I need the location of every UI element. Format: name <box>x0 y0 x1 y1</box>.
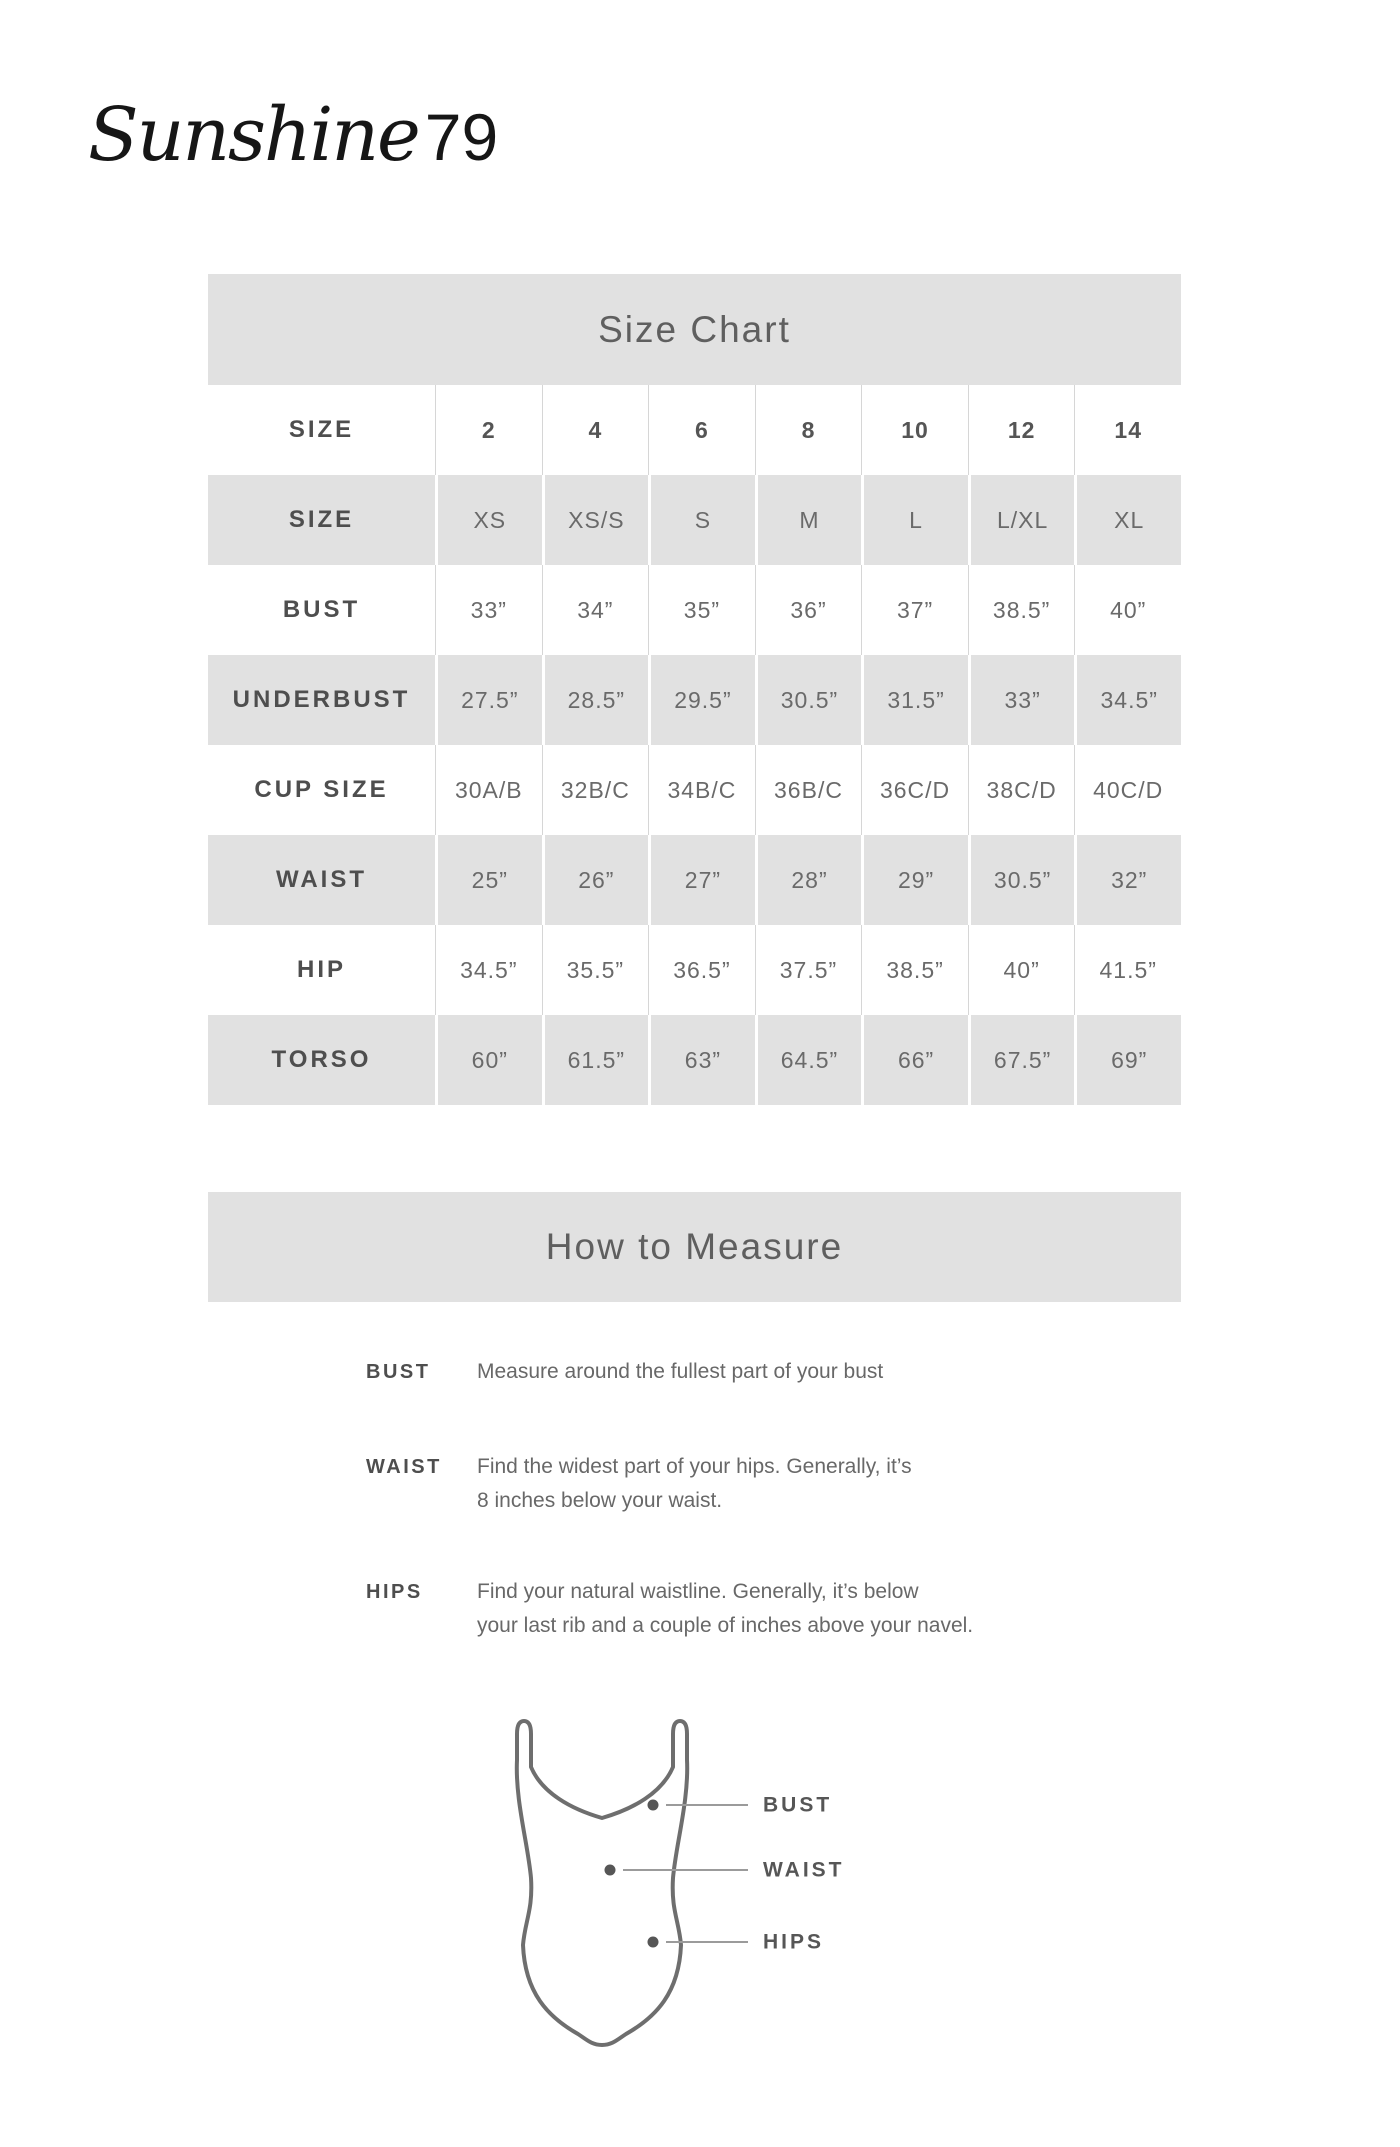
row-label: BUST <box>282 596 361 623</box>
size-value: 34” <box>542 565 649 655</box>
size-value: 29” <box>861 835 968 925</box>
how-to-measure-title: How to Measure <box>545 1226 844 1267</box>
size-value: 36C/D <box>861 745 968 835</box>
size-value: 12 <box>968 385 1075 475</box>
waist-diagram-label: WAIST <box>763 1858 845 1882</box>
size-value: 34.5” <box>1074 655 1181 745</box>
size-chart-row-size-0 <box>208 385 1181 475</box>
size-value: 60” <box>435 1015 542 1105</box>
measure-item-waist <box>366 1450 1126 1518</box>
measure-item-bust <box>366 1355 1126 1389</box>
bust-callout <box>648 1794 833 1817</box>
size-chart-row-cup-size-4 <box>208 745 1181 835</box>
size-value: 30.5” <box>968 835 1075 925</box>
size-chart-header <box>208 274 1181 385</box>
size-value: M <box>755 475 862 565</box>
size-value: 38.5” <box>968 565 1075 655</box>
size-value: XS/S <box>542 475 649 565</box>
size-chart-row-underbust-3 <box>208 655 1181 745</box>
hips-diagram-label: HIPS <box>763 1930 825 1954</box>
size-chart-row-bust-2 <box>208 565 1181 655</box>
size-value: 41.5” <box>1074 925 1181 1015</box>
size-value: 8 <box>755 385 862 475</box>
size-chart-title: Size Chart <box>598 308 791 350</box>
size-value: 37.5” <box>755 925 862 1015</box>
measure-description <box>477 1450 912 1518</box>
row-label: TORSO <box>271 1046 372 1073</box>
size-value: 32B/C <box>542 745 649 835</box>
size-value: 30A/B <box>435 745 542 835</box>
size-value: 31.5” <box>861 655 968 745</box>
measure-description <box>477 1355 883 1389</box>
size-value: 26” <box>542 835 649 925</box>
size-value: 38C/D <box>968 745 1075 835</box>
size-value: 27” <box>648 835 755 925</box>
size-value: 36B/C <box>755 745 862 835</box>
measure-instructions-list <box>366 1355 1126 1643</box>
brand-name-script: Sunshine <box>88 92 419 178</box>
waist-callout <box>605 1859 845 1882</box>
row-label: SIZE <box>288 506 355 533</box>
waist-pointer-dot <box>605 1865 616 1876</box>
measure-label: WAIST <box>366 1456 442 1478</box>
size-value: 36” <box>755 565 862 655</box>
size-chart-table <box>208 385 1181 1105</box>
size-value: 2 <box>435 385 542 475</box>
size-value: 64.5” <box>755 1015 862 1105</box>
brand-logo <box>88 92 498 178</box>
size-value: 14 <box>1074 385 1181 475</box>
size-value: 61.5” <box>542 1015 649 1105</box>
measure-description-line: 8 inches below your waist. <box>477 1489 723 1512</box>
measurement-diagram <box>480 1690 1000 2070</box>
measure-description-line: Find your natural waistline. Generally, it’s below <box>477 1580 919 1603</box>
size-value: L <box>861 475 968 565</box>
size-value: L/XL <box>968 475 1075 565</box>
size-value: 66” <box>861 1015 968 1105</box>
row-label: WAIST <box>276 866 367 893</box>
size-value: 34.5” <box>435 925 542 1015</box>
measure-description-line: your last rib and a couple of inches above your navel. <box>477 1614 974 1637</box>
size-chart-row-size-1 <box>208 475 1181 565</box>
hips-pointer-dot <box>648 1937 659 1948</box>
size-value: 4 <box>542 385 649 475</box>
measure-description <box>477 1575 973 1643</box>
bust-pointer-dot <box>648 1800 659 1811</box>
size-value: 67.5” <box>968 1015 1075 1105</box>
size-value: 38.5” <box>861 925 968 1015</box>
size-value: S <box>648 475 755 565</box>
size-value: 6 <box>648 385 755 475</box>
row-label: HIP <box>296 956 346 983</box>
size-value: 40” <box>1074 565 1181 655</box>
row-label: UNDERBUST <box>232 686 411 713</box>
measure-label: BUST <box>366 1361 431 1383</box>
size-value: 33” <box>435 565 542 655</box>
size-value: 28” <box>755 835 862 925</box>
measure-label: HIPS <box>366 1581 423 1603</box>
size-chart-row-torso-7 <box>208 1015 1181 1105</box>
size-value: 35.5” <box>542 925 649 1015</box>
size-value: 33” <box>968 655 1075 745</box>
size-value: 69” <box>1074 1015 1181 1105</box>
size-value: 40C/D <box>1074 745 1181 835</box>
measure-item-hips <box>366 1575 1126 1643</box>
size-value: 37” <box>861 565 968 655</box>
size-value: 32” <box>1074 835 1181 925</box>
size-value: 30.5” <box>755 655 862 745</box>
size-value: 63” <box>648 1015 755 1105</box>
how-to-measure-header <box>208 1192 1181 1302</box>
hips-callout <box>648 1931 825 1954</box>
size-value: 27.5” <box>435 655 542 745</box>
bust-diagram-label: BUST <box>763 1793 833 1817</box>
size-value: 28.5” <box>542 655 649 745</box>
brand-name-number: 79 <box>424 100 499 174</box>
size-value: 25” <box>435 835 542 925</box>
size-value: 35” <box>648 565 755 655</box>
swimsuit-outline <box>517 1721 687 2045</box>
size-chart-row-hip-6 <box>208 925 1181 1015</box>
size-value: 40” <box>968 925 1075 1015</box>
size-value: XS <box>435 475 542 565</box>
row-label: CUP SIZE <box>254 776 389 803</box>
size-chart-row-waist-5 <box>208 835 1181 925</box>
row-label: SIZE <box>288 416 355 443</box>
size-value: XL <box>1074 475 1181 565</box>
size-value: 29.5” <box>648 655 755 745</box>
size-value: 36.5” <box>648 925 755 1015</box>
size-value: 34B/C <box>648 745 755 835</box>
measure-description-line: Measure around the fullest part of your bust <box>477 1360 884 1383</box>
measure-description-line: Find the widest part of your hips. Generally, it’s <box>477 1455 912 1478</box>
size-value: 10 <box>861 385 968 475</box>
